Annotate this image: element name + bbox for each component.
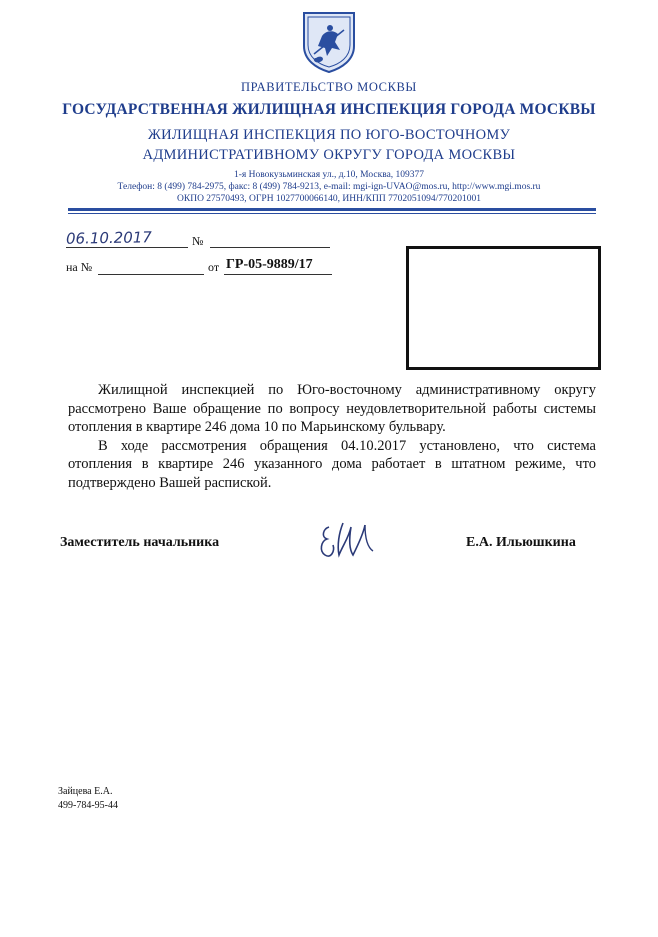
header-rule-thick: [68, 208, 596, 211]
body-paragraph-1: Жилищной инспекцией по Юго-восточному административному округу рассмотрено Ваше обращение по вопросу неудовлетворительной работы системы отопления в квартире 246 дома 10 по Марьинскому бульвару.: [68, 382, 596, 435]
signer-name: Е.А. Ильюшкина: [466, 535, 576, 550]
handwritten-date: 06.10.2017: [65, 228, 153, 248]
letter-body: [68, 381, 596, 492]
body-paragraph-2: В ходе рассмотрения обращения 04.10.2017 установлено, что система отопления в квартире 246 указанного дома работает в штатном режиме, что подтверждено Вашей распиской.: [68, 437, 596, 491]
executor-phone: 499-784-95-44: [58, 800, 118, 811]
contacts-line: Телефон: 8 (499) 784-2975, факс: 8 (499) 784-9213, e-mail: mgi-ign-UVAO@mos.ru, http://www.mgi.mos.ru: [117, 182, 541, 192]
addressee-redacted-box: [406, 246, 601, 370]
inspection-title: ГОСУДАРСТВЕННАЯ ЖИЛИЩНАЯ ИНСПЕКЦИЯ ГОРОДА МОСКВЫ: [62, 101, 596, 118]
number-label: №: [192, 234, 204, 248]
from-label: от: [208, 260, 220, 274]
number-field-line: [210, 246, 330, 248]
header-rule-thin: [68, 213, 596, 214]
okrug-line-2: АДМИНИСТРАТИВНОМУ ОКРУГУ ГОРОДА МОСКВЫ: [142, 147, 516, 163]
government-title: ПРАВИТЕЛЬСТВО МОСКВЫ: [241, 80, 417, 94]
signer-position: Заместитель начальника: [60, 535, 220, 550]
moscow-coat-of-arms-icon: [300, 10, 358, 74]
ref-number: ГР-05-9889/17: [226, 257, 313, 272]
date-field-line: [66, 246, 188, 248]
ref-field-line: [98, 273, 204, 275]
executor-name: Зайцева Е.А.: [58, 786, 113, 797]
ref-label: на №: [66, 260, 93, 274]
okrug-line-1: ЖИЛИЩНАЯ ИНСПЕКЦИЯ ПО ЮГО-ВОСТОЧНОМУ: [147, 127, 511, 143]
codes-line: ОКПО 27570493, ОГРН 1027700066140, ИНН/КПП 7702051094/770201001: [177, 194, 481, 204]
address-line: 1-я Новокузьминская ул., д.10, Москва, 109377: [233, 170, 425, 180]
ref-number-line: [224, 273, 332, 275]
okrug-title: [0, 125, 658, 165]
handwritten-signature: [315, 515, 385, 565]
